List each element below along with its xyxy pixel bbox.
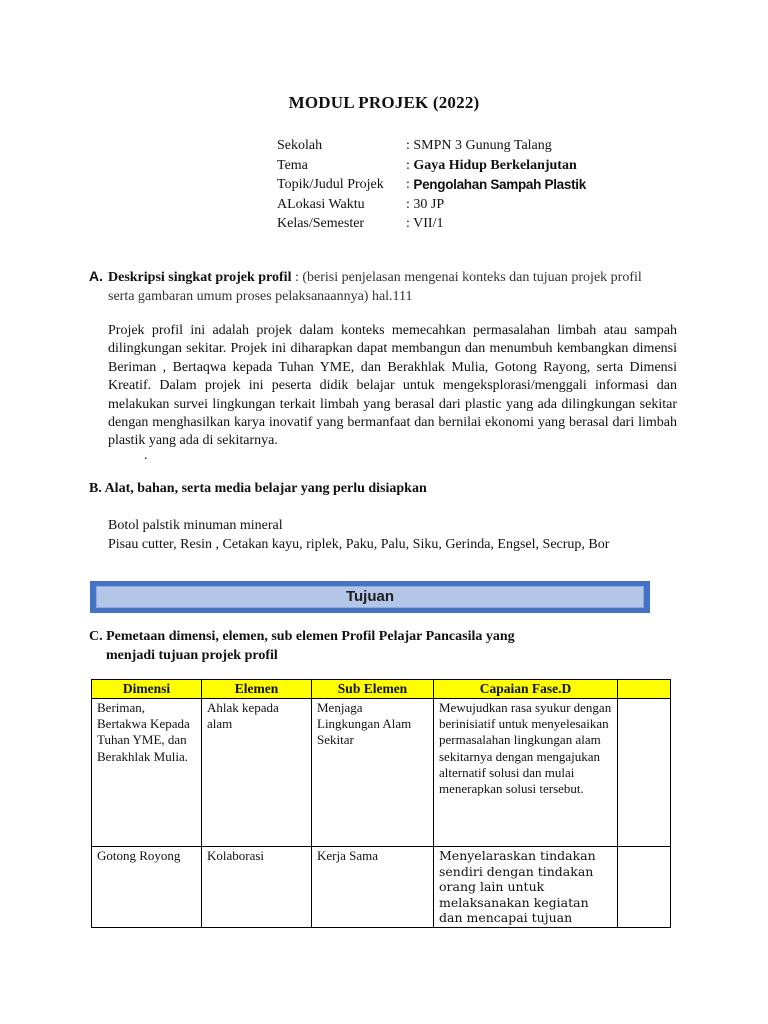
table-cell: Menjaga Lingkungan Alam Sekitar bbox=[312, 699, 434, 847]
info-row-topic bbox=[277, 175, 586, 195]
info-row-theme bbox=[277, 156, 586, 176]
stray-dot: . bbox=[144, 448, 148, 463]
header-cell: Elemen bbox=[202, 680, 312, 699]
section-c-line: C. Pemetaan dimensi, elemen, sub elemen Profil Pelajar Pancasila yang bbox=[89, 629, 515, 644]
info-label: Tema bbox=[277, 157, 308, 173]
section-a-note: : (berisi penjelasan mengenai konteks dan tujuan projek profil serta gambaran umum proses pelaksanaannya) hal.111 bbox=[108, 270, 642, 304]
info-label: Sekolah bbox=[277, 138, 323, 153]
section-c-heading bbox=[89, 627, 515, 665]
info-value: Pengolahan Sampah Plastik bbox=[413, 177, 586, 193]
table-cell: Ahlak kepada alam bbox=[202, 699, 312, 847]
info-row-class bbox=[277, 214, 586, 234]
info-label: Topik/Judul Projek bbox=[277, 177, 384, 193]
tujuan-label: Tujuan bbox=[96, 586, 644, 608]
table-cell: Mewujudkan rasa syukur dengan berinisiatif untuk menyelesaikan permasalahan lingkungan alam sekitarnya dengan mengajukan alternatif solusi dan mulai menerapkan solusi tersebut. bbox=[434, 699, 618, 847]
header-cell: Capaian Fase.D bbox=[434, 680, 618, 699]
info-value: : SMPN 3 Gunung Talang bbox=[406, 138, 552, 153]
section-b-heading: B. Alat, bahan, serta media belajar yang perlu disiapkan bbox=[89, 481, 427, 496]
info-value: : 30 JP bbox=[406, 196, 445, 212]
section-b-list bbox=[108, 517, 609, 554]
identity-block bbox=[277, 136, 586, 234]
info-value: : VII/1 bbox=[406, 216, 444, 232]
info-row-time bbox=[277, 195, 586, 215]
info-value: Gaya Hidup Berkelanjutan bbox=[413, 157, 577, 173]
info-label: ALokasi Waktu bbox=[277, 196, 365, 212]
table-cell: Kolaborasi bbox=[202, 847, 312, 928]
document-title: MODUL PROJEK (2022) bbox=[288, 93, 480, 112]
table-cell: Gotong Royong bbox=[92, 847, 202, 928]
table-row bbox=[92, 699, 671, 847]
list-item: Pisau cutter, Resin , Cetakan kayu, riplek, Paku, Palu, Siku, Gerinda, Engsel, Secrup, Bor bbox=[108, 536, 610, 552]
info-label: Kelas/Semester bbox=[277, 216, 365, 232]
section-a-paragraph: Projek profil ini adalah projek dalam konteks memecahkan permasalahan limbah atau sampah dilingkungan sekitar. Projek ini diharapkan dapat membangun dan menumbuh kembangkan dimensi Beriman , Bertaqwa kepada Tuhan YME, dan Berakhlak Mulia, Gotong Rayong, serta Dimensi Kreatif. Dalam projek ini peserta didik belajar untuk mengeksplorasi/menggali informasi dan melakukan survei lingkungan terkait limbah yang berasal dari plastic yang ada dilingkungan sekitar dengan menghasilkan karya inovatif yang bermanfaat dan bernilai ekonomi yang berasal dari limbah plastik yang ada di sekitarnya. bbox=[108, 323, 677, 449]
table-header-row bbox=[92, 680, 671, 699]
section-a-letter: A. bbox=[89, 268, 103, 284]
tujuan-banner bbox=[90, 581, 650, 613]
table-row bbox=[92, 847, 671, 928]
list-item: Botol palstik minuman mineral bbox=[108, 518, 283, 533]
header-cell bbox=[618, 680, 671, 699]
section-a-title: Deskripsi singkat projek profil bbox=[108, 270, 292, 285]
header-cell: Dimensi bbox=[92, 680, 202, 699]
info-row-school bbox=[277, 136, 586, 156]
info-separator: : bbox=[406, 177, 414, 193]
table-cell bbox=[618, 699, 671, 847]
table-cell bbox=[618, 847, 671, 928]
table-cell: Kerja Sama bbox=[312, 847, 434, 928]
section-a-heading bbox=[108, 268, 668, 306]
table-cell: Beriman, Bertakwa Kepada Tuhan YME, dan Berakhlak Mulia. bbox=[92, 699, 202, 847]
mapping-table bbox=[91, 679, 671, 928]
table-cell: Menyelaraskan tindakan sendiri dengan tindakan orang lain untuk melaksanakan kegiatan dan mencapai tujuan bbox=[434, 847, 618, 928]
header-cell: Sub Elemen bbox=[312, 680, 434, 699]
section-c-line: menjadi tujuan projek profil bbox=[106, 648, 278, 663]
info-separator: : bbox=[406, 157, 414, 173]
